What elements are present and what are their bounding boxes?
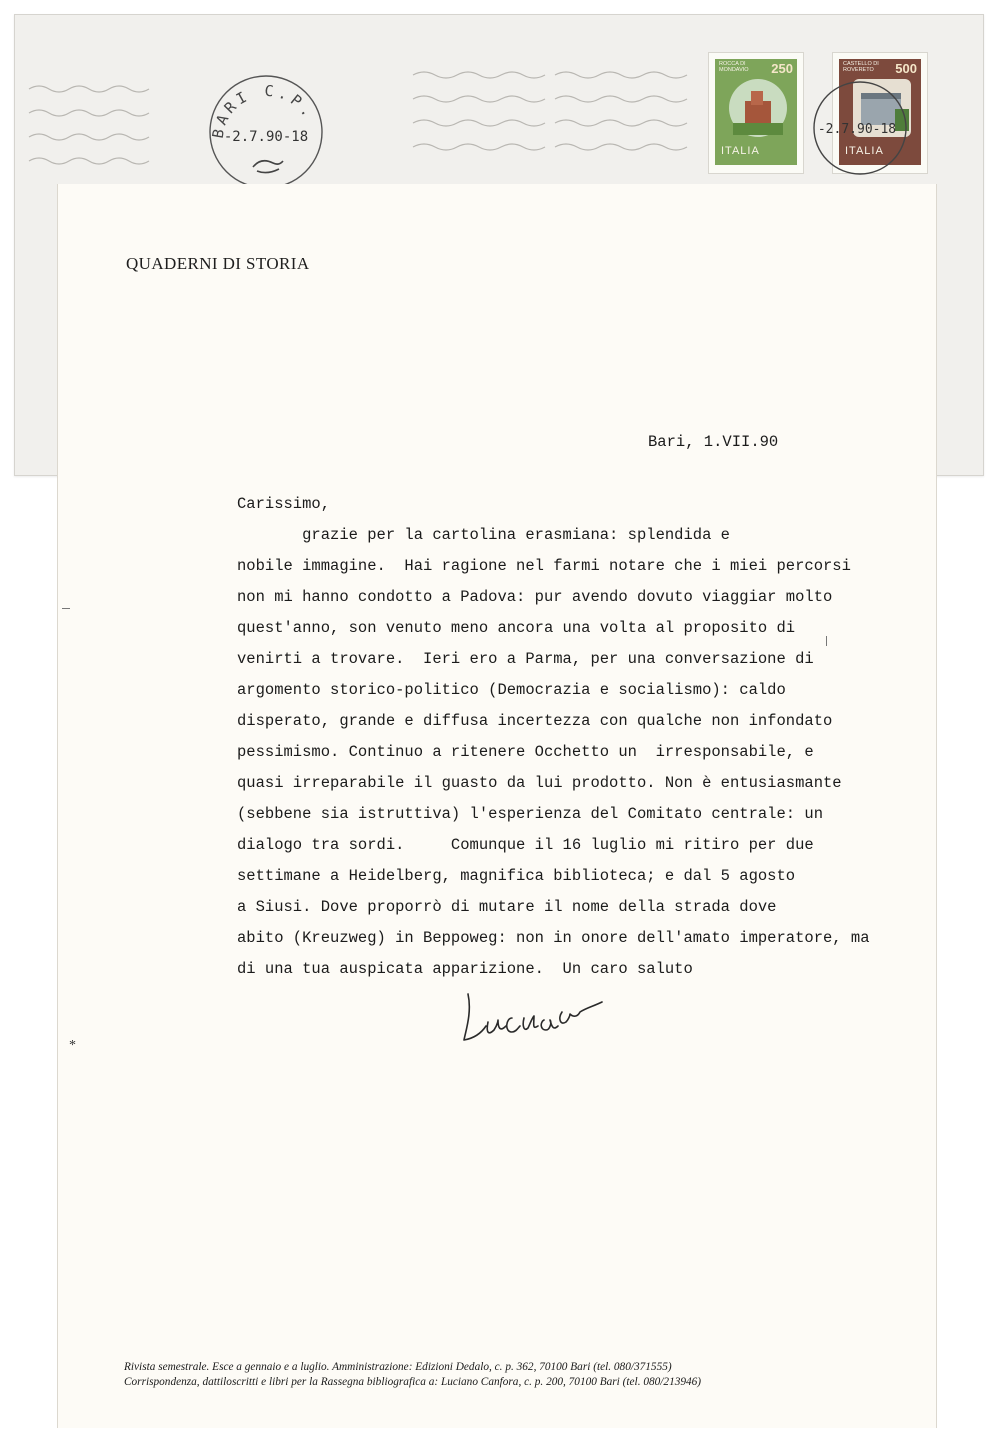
footer-line: Corrispondenza, dattiloscritti e libri per la Rassegna bibliografica a: Luciano Canfora, c. p. 200, 70100 Bari (tel. 080/213946) <box>124 1376 702 1388</box>
salutation: Carissimo, <box>237 495 331 513</box>
castle-vignette <box>853 79 911 137</box>
stamp-country: ITALIA <box>721 145 760 157</box>
margin-asterisk: * <box>69 1038 76 1053</box>
body-line: (sebbene sia istruttiva) l'esperienza del Comitato centrale: un <box>237 805 823 823</box>
stamp-value: 250 <box>771 61 793 76</box>
body-line: pessimismo. Continuo a ritenere Occhetto un irresponsabile, e <box>237 743 814 761</box>
body-line: dialogo tra sordi. Comunque il 16 luglio mi ritiro per due <box>237 836 814 854</box>
margin-tick <box>826 636 827 646</box>
body-line: nobile immagine. Hai ragione nel farmi notare che i miei percorsi <box>237 557 851 575</box>
body-line: quasi irreparabile il guasto da lui prodotto. Non è entusiasmante <box>237 774 842 792</box>
stamp-name: CASTELLO DI ROVERETO <box>843 61 879 73</box>
castle-vignette <box>729 79 787 137</box>
letter-sheet <box>58 184 936 1428</box>
stamp-country: ITALIA <box>845 145 884 157</box>
postmark <box>201 67 331 197</box>
letter-date: Bari, 1.VII.90 <box>648 433 779 451</box>
margin-tick <box>62 608 70 609</box>
body-line: settimane a Heidelberg, magnifica biblioteca; e dal 5 agosto <box>237 867 796 885</box>
body-line: venirti a trovare. Ieri ero a Parma, per una conversazione di <box>237 650 814 668</box>
publication-footer <box>124 1360 874 1390</box>
postmark-date: -2.7.90-18 <box>223 129 309 145</box>
footer-line: Rivista semestrale. Esce a gennaio e a luglio. Amministrazione: Edizioni Dedalo, c. p. 362, 70100 Bari (tel. 080/371555) <box>124 1361 672 1373</box>
letterhead: QUADERNI DI STORIA <box>126 254 310 273</box>
postmark-city: BARI C.P. <box>208 81 319 140</box>
body-line: di una tua auspicata apparizione. Un caro saluto <box>237 960 693 978</box>
body-line: quest'anno, son venuto meno ancora una volta al proposito di <box>237 619 796 637</box>
body-line: abito (Kreuzweg) in Beppoweg: non in onore dell'amato imperatore, ma <box>237 929 870 947</box>
post-horn-icon <box>253 161 283 173</box>
castle-icon <box>729 79 787 137</box>
body-line: grazie per la cartolina erasmiana: splendida e <box>237 526 730 544</box>
stamp-postmark-date: -2.7.90-18 <box>817 122 897 137</box>
castle-icon <box>853 79 911 137</box>
stamp-name: ROCCA DI MONDAVIO <box>719 61 749 73</box>
body-line: disperato, grande e diffusa incertezza con qualche non infondato <box>237 712 833 730</box>
body-line: a Siusi. Dove proporrò di mutare il nome della strada dove <box>237 898 777 916</box>
signature <box>458 982 608 1052</box>
stamp-castello-di-rovereto <box>833 53 927 173</box>
body-line: non mi hanno condotto a Padova: pur avendo dovuto viaggiar molto <box>237 588 833 606</box>
body-line: argomento storico-politico (Democrazia e socialismo): caldo <box>237 681 786 699</box>
stamp-value: 500 <box>895 61 917 76</box>
stamp-rocca-di-mondavio <box>709 53 803 173</box>
